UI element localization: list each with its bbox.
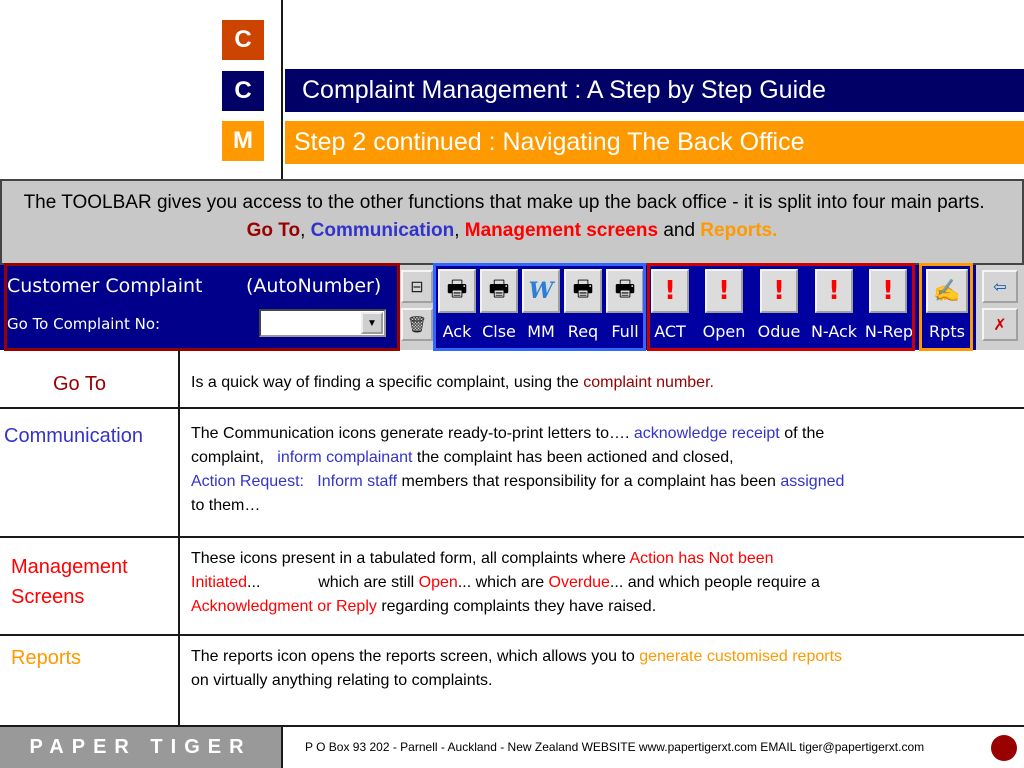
page-subtitle: Step 2 continued : Navigating The Back Office [285, 121, 1024, 164]
mm-label: MM [527, 322, 555, 341]
report-pen-icon: ✍ [933, 278, 961, 303]
printer-icon: 🖶 [488, 276, 510, 301]
exclamation-icon: ! [882, 276, 894, 306]
logo-letter-m: M [222, 121, 264, 161]
exclamation-icon: ! [773, 276, 785, 306]
goto-outline [4, 263, 400, 351]
row-desc-management: These icons present in a tabulated form, all complaints where Action has Not been Initiated... which are still Open... which are Overdue... and which people require a Acknowledgment or Reply regarding complaints they have raised. [191, 550, 820, 615]
printer-icon: 🖶 [614, 276, 636, 301]
intro-communication: Communication [310, 220, 455, 241]
printer-icon: 🖶 [446, 276, 468, 301]
intro-management: Management screens [464, 220, 659, 241]
new-record-icon[interactable]: ⊟ [401, 270, 433, 303]
row-label-goto: Go To [53, 373, 106, 395]
word-icon: W [528, 278, 554, 304]
intro-and: and [663, 220, 696, 241]
row-divider [0, 634, 1024, 636]
back-office-toolbar [0, 265, 1024, 350]
intro-text: The TOOLBAR gives you access to the other functions that make up the back office - it is split into four main parts. [23, 192, 985, 213]
logo-letter-c-middle: C [222, 71, 264, 111]
intro-reports: Reports. [700, 220, 778, 241]
toolbar-explanation-table [0, 350, 1024, 725]
full-label: Full [611, 322, 639, 341]
row-label-reports: Reports [11, 647, 82, 669]
exclamation-icon: ! [828, 276, 840, 306]
communication-outline [433, 263, 646, 351]
n-rep-label: N-Rep [864, 322, 914, 341]
row-desc-reports: The reports icon opens the reports screen, which allows you to generate customised reports on virtually anything relating to complaints. [191, 648, 843, 689]
row-desc-communication: The Communication icons generate ready-to-print letters to…. acknowledge receipt of the complaint, inform complainant the complaint has been actioned and closed, Action Request: Inform staff members that responsibility for a complaint has been assigned to them… [191, 425, 845, 514]
row-desc-goto: Is a quick way of finding a specific complaint, using the complaint number. [191, 374, 714, 391]
header-divider [281, 0, 283, 180]
page-title: Complaint Management : A Step by Step Guide [285, 69, 1024, 112]
exclamation-icon: ! [718, 276, 730, 306]
intro-panel [0, 179, 1024, 265]
req-label: Req [567, 322, 599, 341]
clse-label: Clse [482, 322, 516, 341]
logo-letter-c-top: C [222, 20, 264, 60]
cancel-icon[interactable]: ✗ [982, 308, 1018, 341]
odue-label: Odue [757, 322, 801, 341]
row-label-management: Management Screens [11, 556, 128, 608]
intro-goto: Go To [246, 220, 301, 241]
printer-icon: 🖶 [572, 276, 594, 301]
footer-column-divider [281, 727, 283, 768]
reports-outline [919, 263, 973, 351]
auto-number-label: (AutoNumber) [246, 275, 382, 297]
act-label: ACT [654, 322, 686, 341]
form-title: Customer Complaint [7, 275, 203, 297]
brand-name: PAPER TIGER [0, 727, 281, 768]
chevron-down-icon[interactable]: ▼ [361, 312, 383, 334]
exit-door-icon[interactable]: ⇦ [982, 270, 1018, 303]
row-divider [0, 407, 1024, 409]
management-outline [647, 263, 915, 351]
row-divider [0, 536, 1024, 538]
rpts-label: Rpts [929, 322, 965, 341]
goto-complaint-label: Go To Complaint No: [7, 315, 161, 333]
exclamation-icon: ! [664, 276, 676, 306]
intro-comma-1: , [300, 220, 306, 241]
n-ack-label: N-Ack [810, 322, 858, 341]
ack-label: Ack [442, 322, 472, 341]
contact-info: P O Box 93 202 - Parnell - Auckland - New Zealand WEBSITE www.papertigerxt.com EMAIL tiger@papertigerxt.com [305, 740, 925, 754]
intro-comma-2: , [454, 220, 460, 241]
row-label-communication: Communication [4, 425, 143, 447]
trash-icon[interactable]: 🗑 [401, 308, 433, 341]
open-label: Open [702, 322, 746, 341]
logo-dot-icon [991, 735, 1017, 761]
